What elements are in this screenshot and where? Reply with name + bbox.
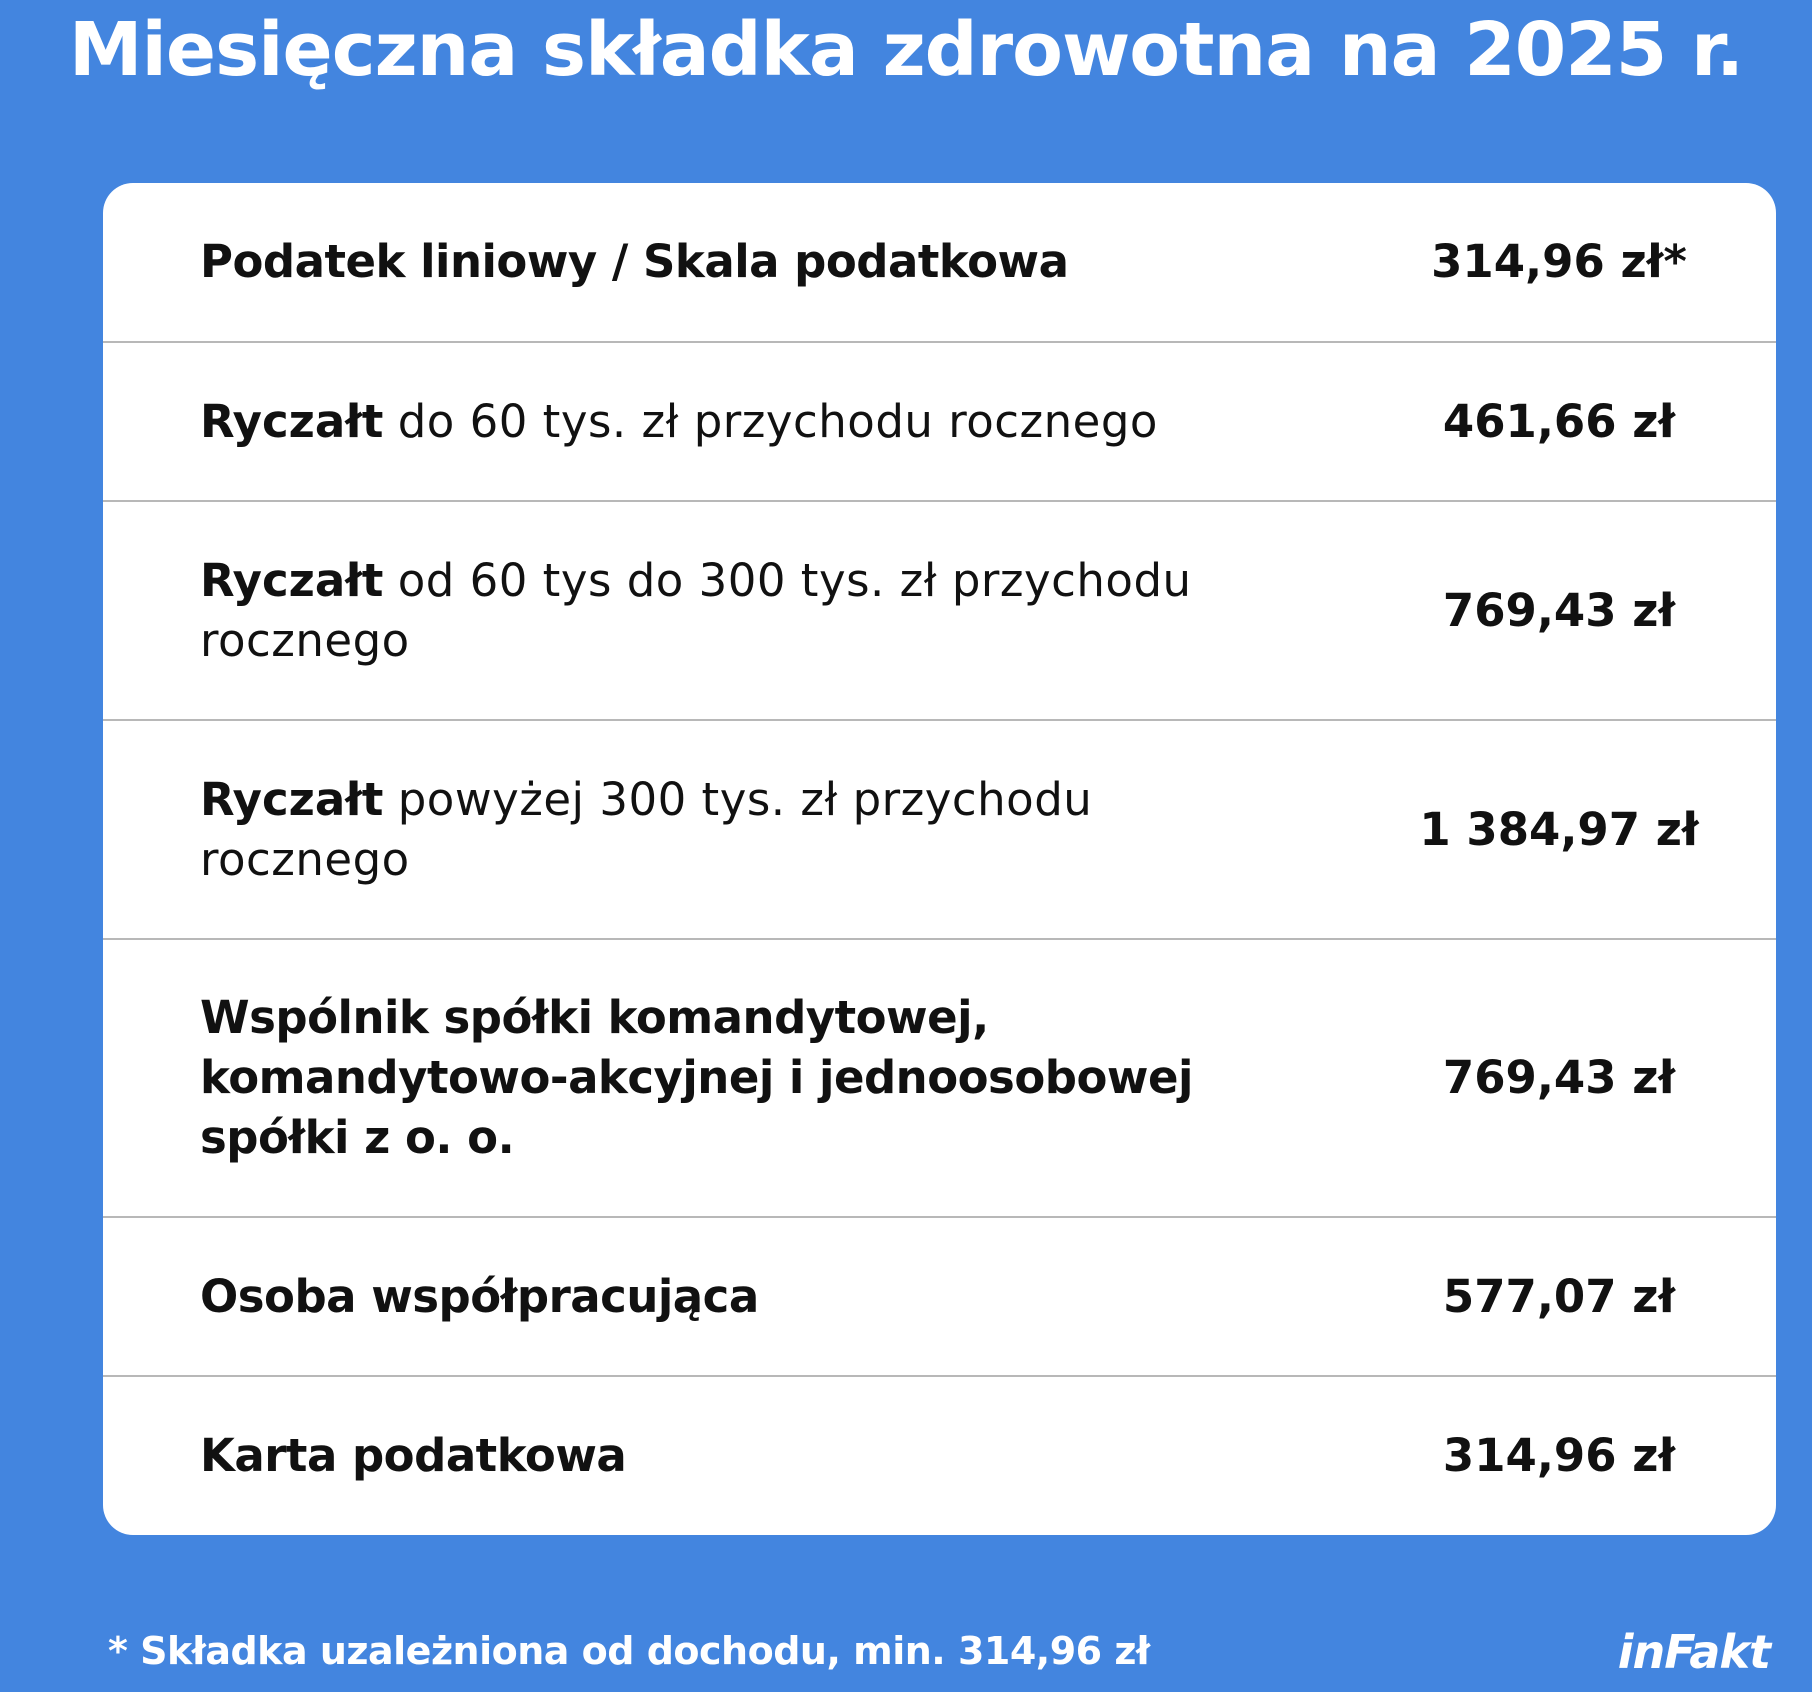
row-label: Wspólnik spółki komandytowej, komandytowo-akcyjnej i jednoosobowej spółki z o. o. — [200, 991, 1193, 1164]
row-label-text: do 60 tys. zł przychodu rocznego — [397, 394, 1158, 448]
row-label-keyword: Ryczałt — [200, 394, 384, 448]
row-label: Osoba współpracująca — [200, 1269, 759, 1323]
row-value: 461,66 zł — [1442, 394, 1676, 448]
row-value: 314,96 zł* — [1431, 235, 1687, 288]
row-label — [200, 770, 1200, 890]
row-value: 769,43 zł — [1442, 1051, 1676, 1104]
table-row-lump-sum-60k — [103, 343, 1776, 502]
infakt-logo: inFakt — [1617, 1625, 1770, 1679]
contribution-table — [103, 183, 1776, 1535]
table-row-cooperating-person — [103, 1218, 1776, 1377]
table-row-partner — [103, 940, 1776, 1218]
footnote: * Składka uzależniona od dochodu, min. 314,96 zł — [108, 1629, 1150, 1673]
table-row-tax-card — [103, 1377, 1776, 1535]
page-title: Miesięczna składka zdrowotna na 2025 r. — [68, 7, 1744, 93]
row-label-keyword: Ryczałt — [200, 553, 384, 607]
row-value: 1 384,97 zł — [1419, 802, 1699, 856]
row-label — [200, 551, 1230, 671]
row-value: 577,07 zł — [1442, 1269, 1676, 1323]
table-row-linear-tax — [103, 183, 1776, 343]
row-label: Podatek liniowy / Skala podatkowa — [200, 235, 1069, 288]
row-label — [200, 392, 1300, 452]
table-row-lump-sum-60k-300k — [103, 502, 1776, 721]
row-label-text: powyżej 300 tys. zł przychodu rocznego — [200, 772, 1093, 886]
row-value: 769,43 zł — [1442, 583, 1676, 637]
row-label-text: od 60 tys do 300 tys. zł przychodu rocznego — [200, 553, 1192, 667]
table-row-lump-sum-above-300k — [103, 721, 1776, 940]
row-value: 314,96 zł — [1442, 1429, 1676, 1482]
row-label-keyword: Ryczałt — [200, 772, 384, 826]
row-label: Karta podatkowa — [200, 1429, 627, 1482]
